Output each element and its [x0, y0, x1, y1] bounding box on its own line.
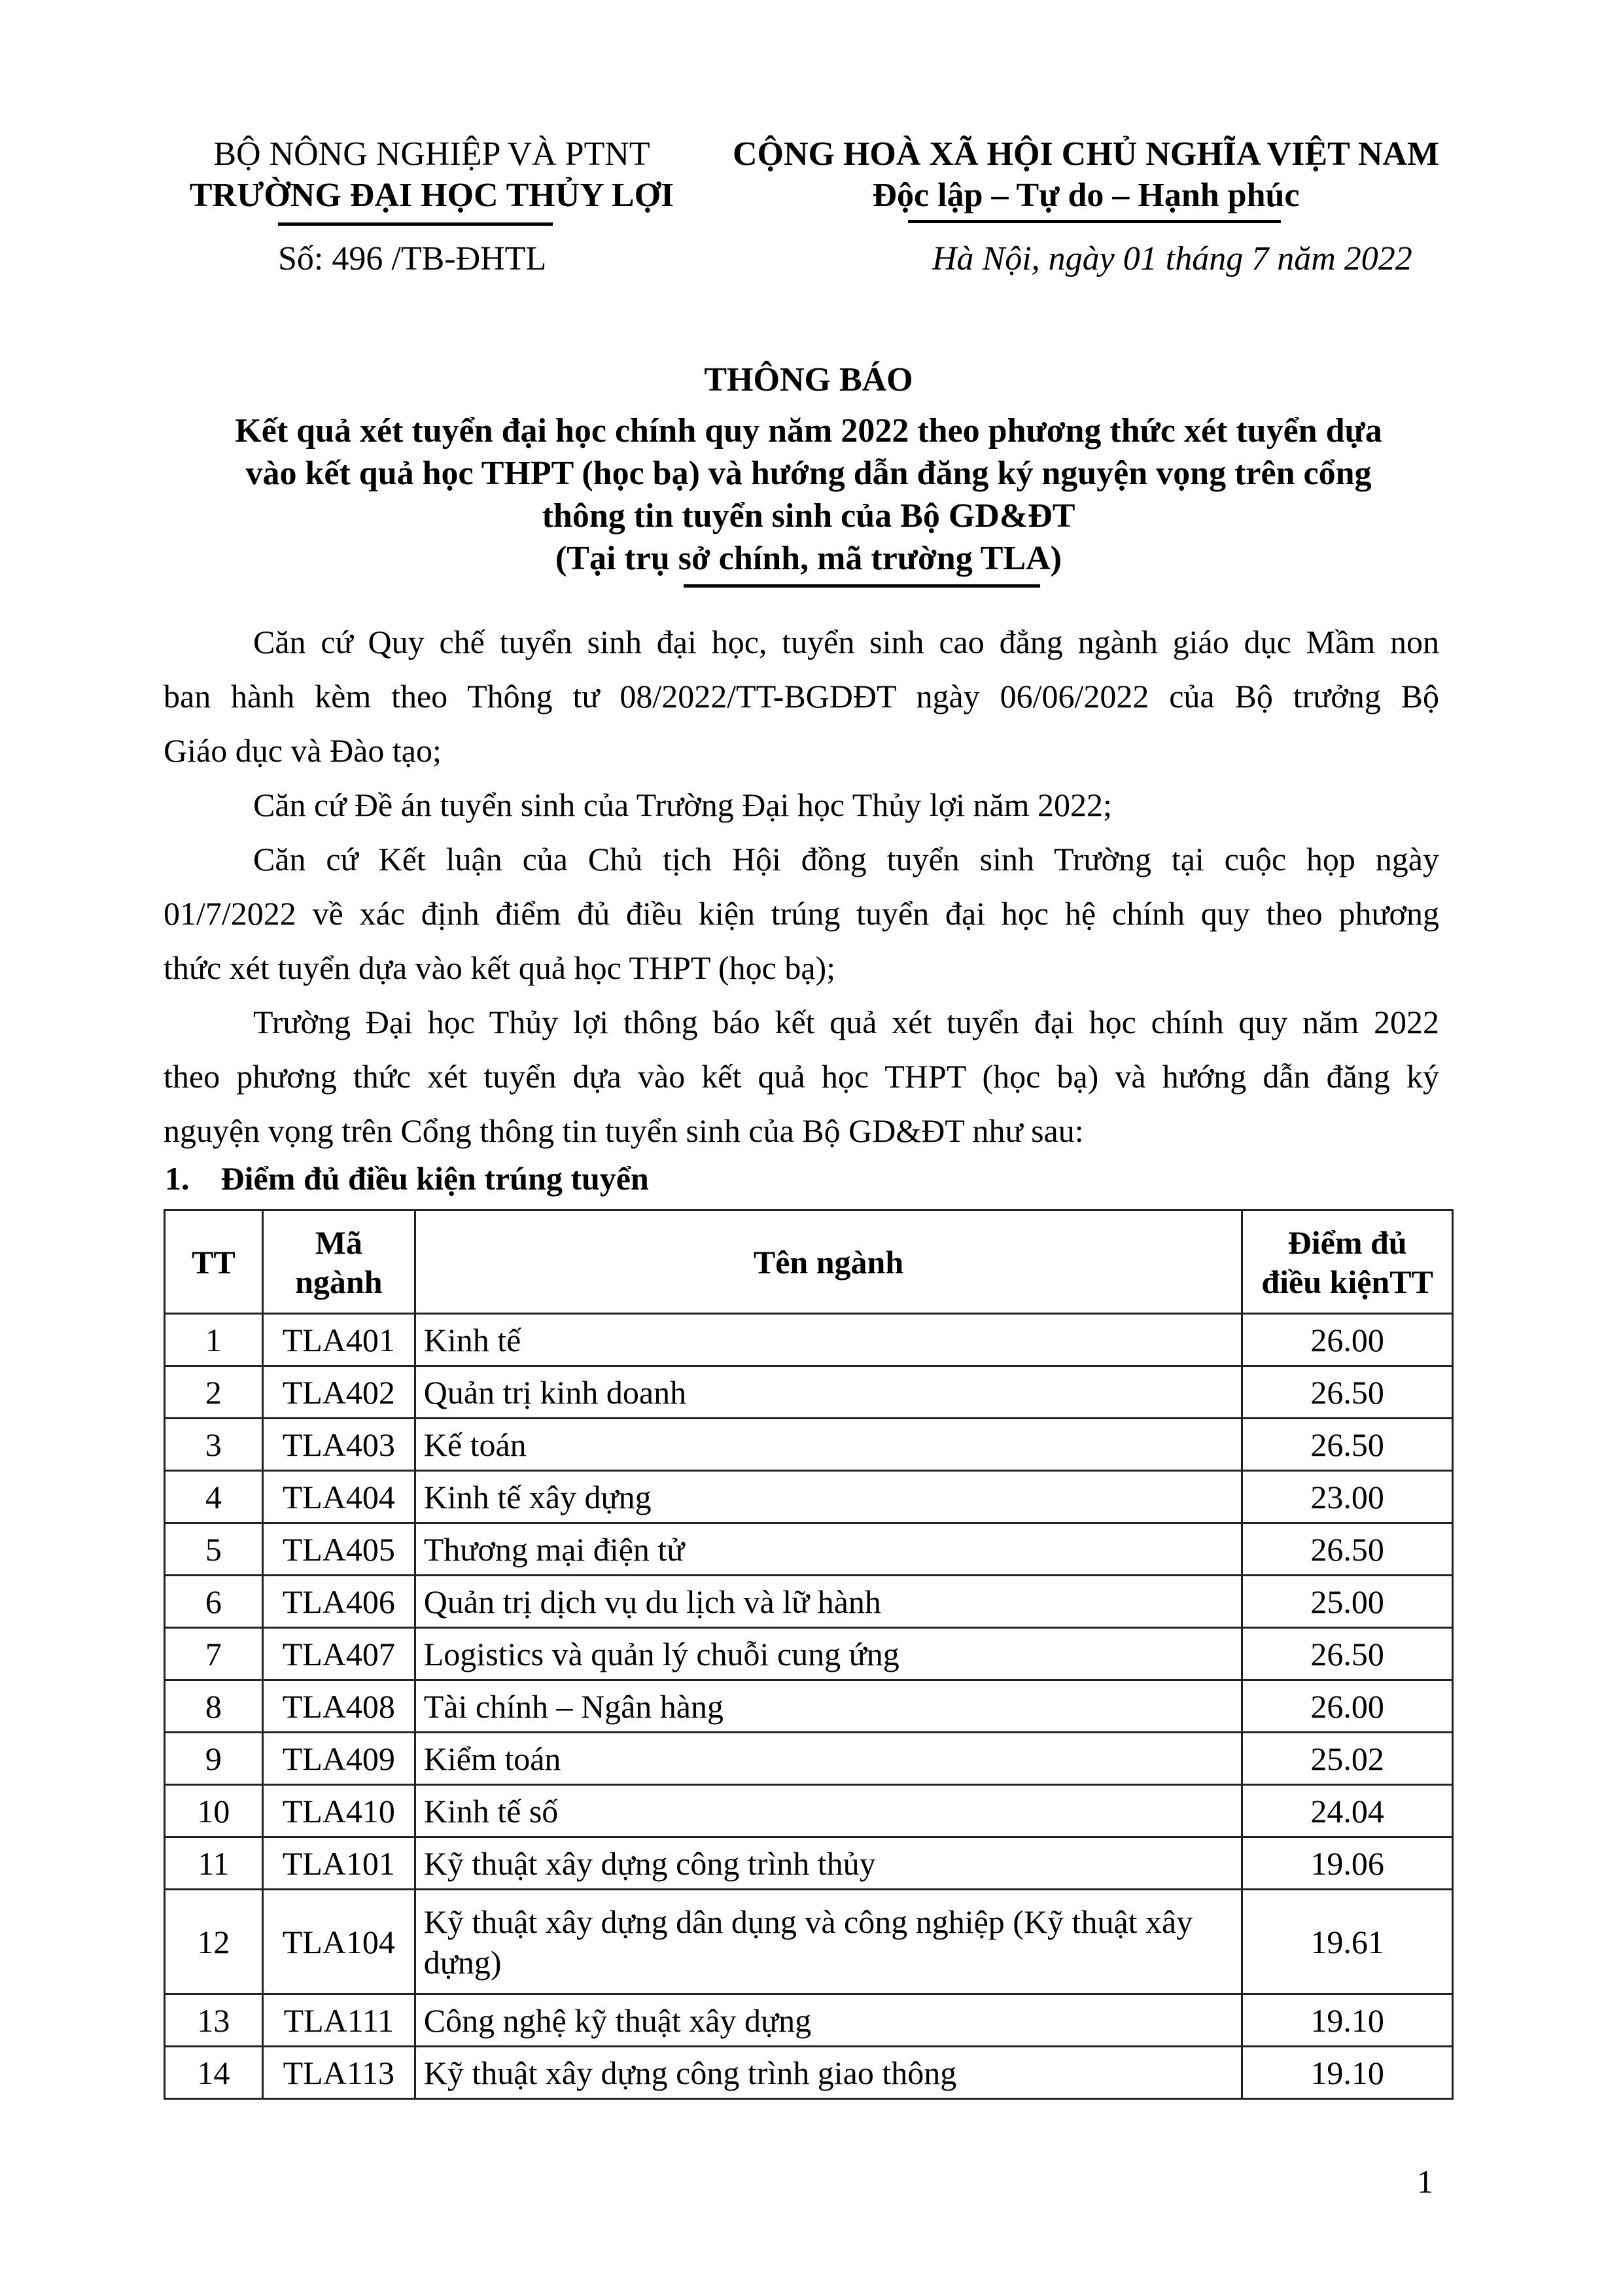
notice-heading: THÔNG BÁO — [704, 361, 913, 398]
cell-name: Kiểm toán — [415, 1733, 1242, 1785]
paragraph-line: thức xét tuyển dựa vào kết quả học THPT (học bạ); — [164, 949, 836, 986]
paragraph-line: Căn cứ Quy chế tuyển sinh đại học, tuyển sinh cao đẳng ngành giáo dục Mầm non — [253, 624, 1439, 660]
cell-code: TLA404 — [262, 1471, 415, 1523]
cell-tt: 3 — [165, 1419, 263, 1471]
cell-tt: 11 — [165, 1837, 263, 1890]
cell-code: TLA407 — [262, 1628, 415, 1680]
cell-code: TLA409 — [262, 1733, 415, 1785]
table-row — [165, 1419, 1453, 1471]
cell-score: 26.00 — [1242, 1314, 1453, 1366]
document-number: Số: 496 /TB-ĐHTL — [278, 240, 547, 277]
section-title: Điểm đủ điều kiện trúng tuyển — [220, 1160, 649, 1197]
cell-tt: 12 — [165, 1890, 263, 1994]
paragraph-line: Giáo dục và Đào tạo; — [164, 732, 442, 769]
cell-tt: 8 — [165, 1680, 263, 1733]
paragraph-line: Trường Đại học Thủy lợi thông báo kết quả xét tuyển đại học chính quy năm 2022 — [253, 1004, 1439, 1040]
cell-name: Công nghệ kỹ thuật xây dựng — [415, 1994, 1242, 2047]
country-name: CỘNG HOÀ XÃ HỘI CHỦ NGHĨA VIỆT NAM — [732, 135, 1440, 173]
paragraph-line: theo phương thức xét tuyển dựa vào kết quả học THPT (học bạ) và hướng dẫn đăng ký — [164, 1058, 1439, 1095]
paragraph-legal-basis-1 — [164, 615, 1439, 778]
cell-score: 26.50 — [1242, 1366, 1453, 1419]
cell-name: Kinh tế số — [415, 1785, 1242, 1837]
cell-score: 25.02 — [1242, 1733, 1453, 1785]
cell-tt: 6 — [165, 1576, 263, 1628]
table-row — [165, 1523, 1453, 1576]
column-header-name: Tên ngành — [415, 1210, 1242, 1314]
cell-tt: 7 — [165, 1628, 263, 1680]
table-row — [165, 1576, 1453, 1628]
column-header-tt: TT — [165, 1210, 263, 1314]
cell-tt: 1 — [165, 1314, 263, 1366]
university-name: TRƯỜNG ĐẠI HỌC THỦY LỢI — [189, 177, 674, 214]
cell-score: 26.50 — [1242, 1419, 1453, 1471]
cell-code: TLA104 — [262, 1890, 415, 1994]
cell-score: 25.00 — [1242, 1576, 1453, 1628]
paragraph-legal-basis-3 — [164, 832, 1439, 995]
table-row — [165, 1837, 1453, 1890]
header-text: Điểm đủ — [1287, 1224, 1407, 1261]
notice-subtitle-line3: thông tin tuyển sinh của Bộ GD&ĐT — [542, 497, 1075, 535]
column-header-score — [1242, 1210, 1453, 1314]
table-row — [165, 1628, 1453, 1680]
table-row — [165, 1733, 1453, 1785]
cell-name: Kế toán — [415, 1419, 1242, 1471]
cell-code: TLA401 — [262, 1314, 415, 1366]
table-row — [165, 2047, 1453, 2099]
section-number: 1. — [165, 1160, 190, 1197]
paragraph-line: ban hành kèm theo Thông tư 08/2022/TT-BGDĐT ngày 06/06/2022 của Bộ trưởng Bộ — [164, 678, 1439, 715]
cell-name: Kỹ thuật xây dựng công trình thủy — [415, 1837, 1242, 1890]
table-row — [165, 1680, 1453, 1733]
header-text: Mã — [315, 1224, 362, 1261]
page-number: 1 — [1417, 2163, 1433, 2200]
column-header-code — [262, 1210, 415, 1314]
cell-score: 26.00 — [1242, 1680, 1453, 1733]
paragraph-announcement — [164, 995, 1439, 1158]
cell-name: Kinh tế — [415, 1314, 1242, 1366]
cell-score: 19.10 — [1242, 1994, 1453, 2047]
table-row — [165, 1890, 1453, 1994]
section-heading — [165, 1158, 649, 1199]
cell-name: Kỹ thuật xây dựng dân dụng và công nghiệp (Kỹ thuật xây dựng) — [415, 1890, 1242, 1994]
cell-name: Thương mại điện tử — [415, 1523, 1242, 1576]
table-row — [165, 1471, 1453, 1523]
paragraph-line: Căn cứ Kết luận của Chủ tịch Hội đồng tuyển sinh Trường tại cuộc họp ngày — [253, 841, 1439, 877]
cell-name: Quản trị dịch vụ du lịch và lữ hành — [415, 1576, 1242, 1628]
header-text: ngành — [295, 1263, 383, 1300]
cell-tt: 14 — [165, 2047, 263, 2099]
cell-code: TLA403 — [262, 1419, 415, 1471]
cell-code: TLA406 — [262, 1576, 415, 1628]
table-row — [165, 1785, 1453, 1837]
cell-name: Logistics và quản lý chuỗi cung ứng — [415, 1628, 1242, 1680]
cell-score: 26.50 — [1242, 1628, 1453, 1680]
cell-name: Tài chính – Ngân hàng — [415, 1680, 1242, 1733]
table-header-row — [165, 1210, 1453, 1314]
motto-underline — [908, 220, 1281, 223]
paragraph-line: Căn cứ Đề án tuyển sinh của Trường Đại học Thủy lợi năm 2022; — [253, 786, 1112, 823]
ministry-name: BỘ NÔNG NGHIỆP VÀ PTNT — [213, 135, 650, 173]
cell-score: 19.06 — [1242, 1837, 1453, 1890]
cell-tt: 13 — [165, 1994, 263, 2047]
cell-tt: 10 — [165, 1785, 263, 1837]
cell-code: TLA101 — [262, 1837, 415, 1890]
paragraph-line: 01/7/2022 về xác định điểm đủ điều kiện trúng tuyển đại học hệ chính quy theo phương — [164, 895, 1439, 932]
issue-date: Hà Nội, ngày 01 tháng 7 năm 2022 — [932, 240, 1412, 277]
table-row — [165, 1994, 1453, 2047]
national-motto: Độc lập – Tự do – Hạnh phúc — [872, 177, 1300, 214]
notice-subtitle-line2: vào kết quả học THPT (học bạ) và hướng dẫn đăng ký nguyện vọng trên cổng — [245, 455, 1372, 492]
title-underline — [684, 584, 1040, 588]
university-underline — [278, 222, 553, 226]
cell-code: TLA408 — [262, 1680, 415, 1733]
cell-score: 19.10 — [1242, 2047, 1453, 2099]
cell-tt: 2 — [165, 1366, 263, 1419]
paragraph-legal-basis-2 — [164, 778, 1439, 832]
header-text: điều kiệnTT — [1261, 1263, 1433, 1300]
cell-name: Kỹ thuật xây dựng công trình giao thông — [415, 2047, 1242, 2099]
cell-code: TLA111 — [262, 1994, 415, 2047]
cell-score: 26.50 — [1242, 1523, 1453, 1576]
cell-code: TLA405 — [262, 1523, 415, 1576]
table-row — [165, 1366, 1453, 1419]
cell-score: 19.61 — [1242, 1890, 1453, 1994]
cell-code: TLA113 — [262, 2047, 415, 2099]
cell-code: TLA410 — [262, 1785, 415, 1837]
cell-tt: 4 — [165, 1471, 263, 1523]
cell-score: 23.00 — [1242, 1471, 1453, 1523]
cell-name: Kinh tế xây dựng — [415, 1471, 1242, 1523]
notice-subtitle-line1: Kết quả xét tuyển đại học chính quy năm 2022 theo phương thức xét tuyển dựa — [235, 412, 1382, 450]
cell-name: Quản trị kinh doanh — [415, 1366, 1242, 1419]
cell-code: TLA402 — [262, 1366, 415, 1419]
table-row — [165, 1314, 1453, 1366]
notice-subtitle-line4: (Tại trụ sở chính, mã trường TLA) — [555, 540, 1062, 577]
admission-score-table — [164, 1209, 1454, 2100]
cell-score: 24.04 — [1242, 1785, 1453, 1837]
paragraph-line: nguyện vọng trên Cổng thông tin tuyển sinh của Bộ GD&ĐT như sau: — [164, 1112, 1084, 1149]
cell-tt: 5 — [165, 1523, 263, 1576]
cell-tt: 9 — [165, 1733, 263, 1785]
